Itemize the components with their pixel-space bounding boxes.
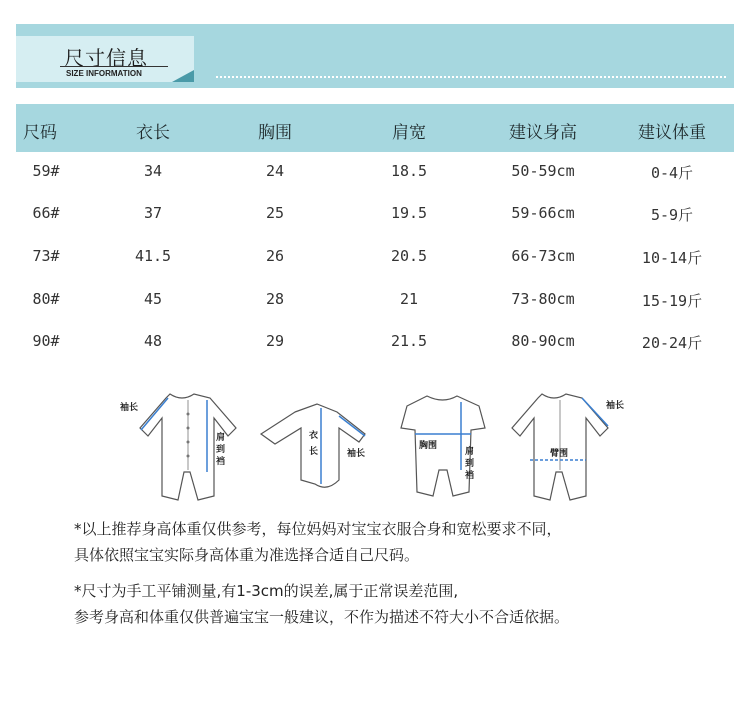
column-header-shoulder: 肩宽 xyxy=(392,123,426,143)
title-box xyxy=(16,36,194,82)
cell-weight: 5-9斤 xyxy=(650,206,694,224)
cell-chest: 25 xyxy=(265,204,285,222)
column-header-height: 建议身高 xyxy=(509,123,577,143)
column-header-length: 衣长 xyxy=(136,123,170,143)
note-1 xyxy=(74,516,714,568)
column-header-chest: 胸围 xyxy=(258,123,292,143)
cell-weight: 20-24斤 xyxy=(641,334,703,352)
label-shoulder-crotch-3: 裆 xyxy=(465,471,475,481)
cell-chest: 28 xyxy=(265,290,285,308)
header-banner xyxy=(16,24,734,88)
cell-size: 59# xyxy=(32,162,60,180)
note-2-line-1: *尺寸为手工平铺测量,有1-3cm的误差,属于正常误差范围, xyxy=(74,582,459,600)
cell-shoulder: 21.5 xyxy=(390,332,428,350)
cell-height: 80-90cm xyxy=(511,332,575,350)
cell-length: 45 xyxy=(143,290,163,308)
cell-size: 73# xyxy=(32,247,60,265)
note-1-line-2: 具体依照宝宝实际身高体重为准选择合适自己尺码。 xyxy=(74,546,420,564)
table-row xyxy=(16,152,734,194)
cell-chest: 26 xyxy=(265,247,285,265)
label-length-1: 衣 xyxy=(309,431,319,441)
note-1-line-1: *以上推荐身高体重仅供参考，每位妈妈对宝宝衣服合身和宽松要求不同， xyxy=(74,520,562,538)
column-header-weight: 建议体重 xyxy=(638,123,706,143)
label-arm: 臂围 xyxy=(550,449,569,459)
cell-height: 50-59cm xyxy=(511,162,575,180)
label-shoulder-crotch-1: 肩 xyxy=(216,433,226,443)
romper-back-diagram xyxy=(502,388,640,506)
section-title: 尺寸信息 xyxy=(64,46,148,70)
cell-shoulder: 21 xyxy=(399,290,419,308)
bodysuit-diagram xyxy=(255,388,385,506)
cell-shoulder: 19.5 xyxy=(390,204,428,222)
cell-height: 73-80cm xyxy=(511,290,575,308)
measurement-illustrations xyxy=(110,388,640,506)
label-sleeve: 袖长 xyxy=(120,403,139,413)
notes-section xyxy=(74,516,714,640)
short-romper-diagram xyxy=(395,388,495,506)
cell-length: 37 xyxy=(143,204,163,222)
label-shoulder-crotch-3: 裆 xyxy=(216,457,226,467)
romper-front-diagram xyxy=(110,388,245,506)
cell-chest: 29 xyxy=(265,332,285,350)
cell-shoulder: 20.5 xyxy=(390,247,428,265)
cell-height: 59-66cm xyxy=(511,204,575,222)
label-shoulder-crotch-2: 到 xyxy=(216,445,226,455)
cell-chest: 24 xyxy=(265,162,285,180)
size-table-header xyxy=(16,104,734,152)
section-subtitle: SIZE INFORMATION xyxy=(66,69,142,78)
label-length-2: 长 xyxy=(309,447,319,457)
note-2 xyxy=(74,578,714,630)
cell-weight: 0-4斤 xyxy=(650,164,694,182)
label-chest: 胸围 xyxy=(419,441,438,451)
cell-size: 80# xyxy=(32,290,60,308)
cell-height: 66-73cm xyxy=(511,247,575,265)
title-tail-decoration xyxy=(172,70,194,82)
label-sleeve: 袖长 xyxy=(606,401,625,411)
cell-length: 41.5 xyxy=(134,247,172,265)
table-row xyxy=(16,194,734,236)
cell-weight: 15-19斤 xyxy=(641,292,703,310)
table-row xyxy=(16,280,734,322)
label-sleeve: 袖长 xyxy=(347,449,366,459)
table-row xyxy=(16,237,734,279)
label-shoulder-crotch-2: 到 xyxy=(465,459,475,469)
cell-size: 90# xyxy=(32,332,60,350)
note-2-line-2: 参考身高和体重仅供普遍宝宝一般建议，不作为描述不符大小不合适依据。 xyxy=(74,608,570,626)
cell-weight: 10-14斤 xyxy=(641,249,703,267)
cell-length: 48 xyxy=(143,332,163,350)
table-row xyxy=(16,322,734,364)
cell-length: 34 xyxy=(143,162,163,180)
column-header-size: 尺码 xyxy=(23,123,57,143)
title-underline xyxy=(60,66,168,67)
cell-size: 66# xyxy=(32,204,60,222)
label-shoulder-crotch-1: 肩 xyxy=(465,447,475,457)
cell-shoulder: 18.5 xyxy=(390,162,428,180)
banner-dotted-line xyxy=(216,76,726,78)
